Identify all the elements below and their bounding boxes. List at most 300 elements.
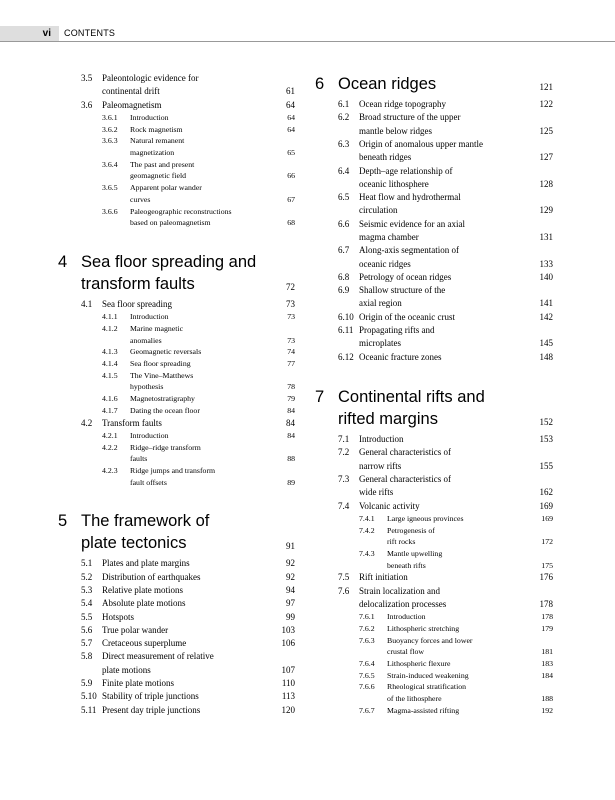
toc-entry-number: 5 (58, 512, 68, 531)
toc-entry-title-line: axial region (359, 298, 402, 309)
header-divider (0, 41, 615, 42)
toc-entry-page-number: 65 (287, 147, 295, 157)
toc-entry-title (387, 681, 466, 704)
toc-entry-number: 6.3 (338, 138, 350, 149)
toc-entry-title-line: Rock magnetism (130, 124, 183, 134)
toc-entry-page-number: 129 (539, 205, 553, 216)
toc-entry-page-number: 188 (541, 694, 553, 704)
toc-entry-title-line: Magnetostratigraphy (130, 394, 195, 404)
toc-entry-number: 3.5 (81, 73, 93, 83)
toc-entry-number: 4.1.1 (102, 312, 118, 322)
toc-entry-number: 5.9 (81, 678, 93, 688)
toc-entry-page-number: 84 (287, 430, 295, 440)
toc-entry-title (130, 442, 201, 465)
toc-entry-number: 4.1.4 (102, 359, 118, 368)
toc-entry-number: 6.10 (338, 311, 354, 322)
toc-entry-page-number: 67 (287, 194, 295, 204)
toc-entry-title (102, 597, 186, 610)
toc-entry-number: 7.3 (338, 473, 350, 484)
toc-subsection-entry (315, 623, 553, 635)
toc-entry-number: 5.1 (81, 558, 93, 569)
toc-entry-page-number: 128 (539, 178, 553, 189)
toc-entry-title-line: magma chamber (359, 231, 419, 242)
toc-entry-page-number: 153 (539, 434, 553, 444)
toc-entry-title (102, 637, 186, 650)
toc-entry-page-number: 106 (281, 638, 295, 649)
toc-subsection-entry (315, 670, 553, 682)
toc-entry-page-number: 176 (539, 572, 553, 583)
toc-entry-title-line: faults (130, 454, 148, 464)
toc-subsection-entry (315, 681, 553, 704)
toc-subsection-entry (315, 658, 553, 670)
toc-entry-title-line: plate tectonics (81, 534, 187, 553)
toc-section-entry (58, 690, 295, 703)
toc-entry-number: 7.6.4 (359, 659, 375, 668)
toc-entry-title-line: Heat flow and hydrothermal (359, 192, 461, 203)
toc-entry-title (130, 135, 184, 158)
toc-entry-title (359, 138, 483, 165)
toc-entry-title-line: Rheological stratification (387, 682, 467, 692)
toc-entry-title (359, 165, 452, 192)
toc-entry-number: 5.10 (81, 691, 97, 702)
toc-entry-title (359, 284, 445, 311)
toc-entry-title-line: transform faults (81, 274, 195, 293)
toc-entry-title-line: Magma-assisted rifting (387, 705, 460, 715)
toc-entry-title-line: Lithospheric stretching (387, 623, 460, 633)
toc-entry-title-line: Introduction (387, 612, 426, 622)
toc-entry-page-number: 88 (287, 454, 295, 464)
toc-entry-title-line: Seismic evidence for an axial (359, 218, 465, 229)
toc-entry-title (102, 99, 162, 112)
toc-entry-page-number: 131 (539, 231, 553, 242)
toc-entry-title (359, 244, 459, 271)
toc-entry-title (130, 346, 201, 358)
toc-entry-number: 4.1 (81, 298, 93, 309)
toc-entry-title (359, 218, 465, 245)
toc-entry-page-number: 64 (287, 112, 295, 122)
toc-entry-page-number: 73 (287, 335, 295, 345)
toc-entry-title (359, 111, 460, 138)
toc-entry-title-line: Origin of the oceanic crust (359, 311, 455, 322)
toc-entry-number: 4.2 (81, 417, 93, 428)
toc-chapter-entry (315, 386, 553, 430)
toc-entry-page-number: 92 (286, 558, 295, 569)
toc-subsection-entry (58, 112, 295, 124)
toc-entry-title (102, 677, 174, 690)
toc-entry-number: 5.8 (81, 651, 93, 662)
toc-subsection-entry (315, 525, 553, 548)
toc-entry-page-number: 74 (287, 347, 295, 357)
toc-section-entry (315, 98, 553, 111)
toc-entry-title (130, 393, 195, 405)
toc-entry-title-line: magnetization (130, 148, 175, 157)
toc-entry-page-number: 120 (281, 704, 295, 715)
toc-entry-title (130, 159, 194, 182)
toc-entry-title (130, 358, 191, 370)
toc-entry-title (359, 585, 446, 612)
toc-entry-page-number: 91 (286, 541, 295, 552)
toc-entry-number: 3.6.1 (102, 112, 118, 122)
toc-entry-number: 4.1.7 (102, 405, 118, 415)
toc-entry-page-number: 162 (539, 487, 553, 498)
toc-entry-title-line: Volcanic activity (359, 500, 420, 511)
toc-entry-title-line: Stability of triple junctions (102, 691, 199, 702)
toc-entry-title (387, 635, 473, 658)
toc-entry-title (130, 405, 200, 417)
toc-entry-page-number: 94 (286, 584, 295, 595)
toc-section-entry (58, 637, 295, 650)
toc-section-entry (315, 271, 553, 284)
toc-entry-title (102, 557, 190, 570)
toc-section-entry (315, 324, 553, 351)
toc-section-entry (315, 351, 553, 364)
toc-entry-title-line: Paleogeographic reconstructions (130, 206, 232, 216)
toc-entry-page-number: 79 (287, 394, 295, 404)
toc-entry-title (359, 433, 404, 446)
toc-entry-number: 4.1.3 (102, 347, 118, 357)
toc-entry-title (102, 624, 168, 637)
toc-entry-title-line: Ridge jumps and transform (130, 465, 216, 475)
toc-section-entry (315, 446, 553, 473)
toc-entry-title (359, 351, 441, 364)
toc-entry-title-line: Marine magnetic (130, 323, 184, 333)
toc-entry-title (387, 623, 459, 635)
toc-subsection-entry (58, 442, 295, 465)
toc-entry-title (102, 584, 183, 597)
toc-entry-page-number: 113 (281, 691, 295, 702)
header-running-title: CONTENTS (64, 28, 116, 38)
toc-entry-number: 3.6.5 (102, 183, 118, 193)
toc-entry-title-line: Apparent polar wander (130, 183, 202, 193)
toc-entry-title-line: Relative plate motions (102, 584, 183, 595)
toc-entry-number: 7.6.3 (359, 635, 375, 645)
toc-entry-number: 4 (58, 252, 68, 271)
toc-entry-title-line: Introduction (359, 434, 404, 444)
toc-entry-number: 3.6.3 (102, 136, 118, 146)
toc-subsection-entry (58, 430, 295, 442)
toc-entry-number: 6.4 (338, 165, 350, 176)
toc-entry-page-number: 73 (286, 298, 295, 309)
toc-entry-page-number: 103 (281, 624, 295, 635)
toc-subsection-entry (58, 182, 295, 205)
toc-entry-page-number: 179 (541, 623, 553, 633)
toc-entry-page-number: 77 (287, 359, 295, 368)
toc-section-entry (58, 677, 295, 690)
toc-entry-title-line: General characteristics of (359, 473, 451, 484)
toc-entry-number: 7.4.3 (359, 548, 375, 558)
toc-entry-title-line: Large igneous provinces (387, 513, 464, 523)
toc-entry-page-number: 192 (541, 705, 553, 715)
toc-entry-title-line: Ocean ridges (338, 75, 437, 93)
toc-entry-title (338, 73, 436, 95)
toc-section-entry (315, 165, 553, 192)
toc-entry-title-line: circulation (359, 205, 398, 216)
toc-chapter-entry (58, 251, 295, 295)
toc-entry-title (359, 191, 461, 218)
toc-subsection-entry (58, 311, 295, 323)
toc-subsection-entry (58, 124, 295, 136)
toc-entry-title-line: Along-axis segmentation of (359, 245, 459, 256)
toc-entry-title (359, 571, 408, 584)
toc-section-entry (315, 473, 553, 500)
toc-entry-title-line: anomalies (130, 335, 162, 345)
toc-entry-title (102, 650, 214, 677)
toc-entry-title (102, 704, 200, 717)
toc-entry-title-line: Cretaceous superplume (102, 638, 187, 649)
toc-entry-title (130, 311, 169, 323)
toc-entry-page-number: 175 (541, 560, 553, 570)
toc-section-entry (315, 585, 553, 612)
toc-entry-title-line: Petrology of ocean ridges (359, 271, 452, 282)
toc-section-entry (58, 571, 295, 584)
toc-entry-title-line: The framework of (81, 512, 210, 531)
toc-entry-title-line: The past and present (130, 159, 195, 169)
toc-entry-title (359, 311, 455, 324)
toc-entry-title-line: True polar wander (102, 624, 169, 635)
toc-entry-title (130, 430, 169, 442)
toc-entry-title (81, 510, 209, 554)
toc-entry-title-line: Plates and plate margins (102, 558, 190, 569)
toc-section-entry (58, 611, 295, 624)
toc-entry-title (359, 446, 451, 473)
toc-section-entry (315, 218, 553, 245)
toc-entry-number: 3.6.6 (102, 206, 118, 216)
toc-entry-page-number: 97 (286, 598, 295, 609)
toc-entry-title-line: Finite plate motions (102, 678, 174, 688)
toc-subsection-entry (58, 405, 295, 417)
toc-entry-number: 7.6.6 (359, 682, 375, 692)
toc-entry-number: 7.6.2 (359, 623, 375, 633)
toc-entry-number: 5.2 (81, 571, 93, 582)
toc-entry-title-line: plate motions (102, 664, 151, 675)
toc-subsection-entry (58, 323, 295, 346)
toc-entry-title (387, 611, 426, 623)
toc-entry-title-line: Buoyancy forces and lower (387, 635, 473, 645)
toc-entry-title (387, 658, 450, 670)
header-page-number: vi (0, 26, 59, 41)
toc-entry-title-line: rift rocks (387, 537, 416, 547)
toc-entry-number: 3.6.4 (102, 159, 118, 169)
toc-entry-page-number: 92 (286, 571, 295, 582)
toc-entry-title (387, 705, 459, 717)
toc-entry-number: 6 (315, 75, 325, 93)
toc-entry-number: 4.2.1 (102, 430, 118, 440)
toc-entry-page-number: 61 (286, 86, 295, 97)
toc-entry-page-number: 181 (541, 647, 553, 657)
toc-entry-title-line: microplates (359, 338, 401, 349)
toc-entry-title-line: Direct measurement of relative (102, 651, 214, 662)
toc-entry-title-line: Petrogenesis of (387, 525, 435, 535)
toc-entry-number: 7.5 (338, 572, 350, 583)
toc-entry-page-number: 110 (281, 678, 295, 688)
toc-entry-number: 6.8 (338, 271, 350, 282)
toc-entry-title-line: Distribution of earthquakes (102, 571, 201, 582)
toc-entry-title (359, 473, 451, 500)
toc-chapter-entry (58, 510, 295, 554)
toc-entry-title-line: Strain-induced weakening (387, 670, 469, 680)
toc-entry-title-line: Sea floor spreading (102, 298, 172, 309)
toc-chapter-entry (315, 73, 553, 95)
toc-section-entry (315, 500, 553, 513)
toc-entry-number: 7 (315, 388, 325, 406)
toc-entry-title-line: Broad structure of the upper (359, 112, 461, 123)
toc-entry-title (102, 690, 199, 703)
toc-entry-title-line: Paleomagnetism (102, 99, 162, 110)
toc-entry-title-line: Transform faults (102, 417, 162, 428)
toc-entry-title (387, 525, 435, 548)
toc-entry-number: 6.12 (338, 351, 354, 362)
toc-entry-title-line: Introduction (130, 312, 169, 322)
toc-entry-number: 6.5 (338, 192, 350, 203)
toc-entry-number: 5.4 (81, 598, 93, 609)
toc-entry-title-line: The Vine–Matthews (130, 370, 194, 380)
toc-entry-number: 4.2.2 (102, 442, 118, 452)
toc-entry-number: 7.6 (338, 585, 350, 596)
toc-entry-page-number: 148 (539, 351, 553, 362)
toc-entry-page-number: 89 (287, 477, 295, 487)
toc-entry-title-line: Introduction (130, 430, 169, 440)
toc-entry-title (102, 611, 134, 624)
toc-entry-page-number: 125 (539, 125, 553, 136)
toc-entry-title-line: Lithospheric flexure (387, 659, 451, 668)
toc-entry-title (102, 417, 162, 430)
toc-entry-title-line: geomagnetic field (130, 171, 187, 181)
toc-entry-page-number: 107 (281, 664, 295, 675)
toc-entry-title-line: delocalization processes (359, 598, 447, 609)
toc-section-entry (58, 298, 295, 311)
toc-entry-title-line: Origin of anomalous upper mantle (359, 138, 483, 149)
toc-entry-title-line: Geomagnetic reversals (130, 347, 202, 357)
toc-entry-title (130, 206, 232, 229)
toc-entry-title (130, 124, 183, 136)
toc-entry-title-line: oceanic ridges (359, 258, 411, 269)
toc-subsection-entry (58, 465, 295, 488)
toc-entry-page-number: 140 (539, 271, 553, 282)
toc-subsection-entry (58, 159, 295, 182)
toc-entry-page-number: 73 (287, 312, 295, 322)
toc-entry-number: 4.1.2 (102, 323, 118, 333)
toc-entry-page-number: 99 (286, 611, 295, 622)
toc-entry-title-line: Propagating rifts and (359, 325, 435, 336)
toc-entry-number: 7.4 (338, 500, 350, 511)
toc-entry-title (387, 513, 464, 525)
toc-entry-page-number: 152 (539, 417, 553, 427)
toc-entry-page-number: 133 (539, 258, 553, 269)
toc-entry-page-number: 172 (541, 537, 553, 547)
toc-entry-number: 5.6 (81, 624, 93, 635)
toc-entry-number: 4.2.3 (102, 465, 118, 475)
toc-section-entry (315, 111, 553, 138)
toc-entry-number: 7.1 (338, 434, 350, 444)
toc-entry-title-line: Mantle upwelling (387, 548, 443, 558)
toc-section-entry (58, 417, 295, 430)
toc-entry-page-number: 178 (541, 612, 553, 622)
toc-subsection-entry (58, 135, 295, 158)
toc-entry-title (338, 386, 485, 430)
toc-entry-page-number: 142 (539, 311, 553, 322)
toc-entry-page-number: 68 (287, 218, 295, 228)
toc-entry-title-line: crustal flow (387, 647, 425, 657)
toc-entry-page-number: 155 (539, 460, 553, 471)
toc-entry-title-line: beneath rifts (387, 560, 426, 570)
toc-subsection-entry (315, 611, 553, 623)
toc-entry-page-number: 66 (287, 171, 295, 181)
toc-entry-page-number: 141 (539, 298, 553, 309)
toc-entry-title-line: mantle below ridges (359, 125, 432, 136)
toc-entry-title (359, 500, 420, 513)
toc-section-entry (58, 72, 295, 99)
toc-entry-number: 7.6.7 (359, 705, 375, 715)
toc-entry-page-number: 122 (539, 99, 553, 109)
toc-entry-title-line: Oceanic fracture zones (359, 351, 442, 362)
toc-entry-number: 7.4.2 (359, 525, 375, 535)
toc-entry-title-line: Continental rifts and (338, 388, 485, 406)
toc-entry-title-line: Hotspots (102, 611, 135, 622)
toc-entry-number: 5.3 (81, 584, 93, 595)
toc-entry-page-number: 72 (286, 281, 295, 292)
toc-entry-number: 5.7 (81, 638, 93, 649)
toc-entry-number: 5.11 (81, 704, 97, 715)
toc-entry-page-number: 169 (541, 513, 553, 523)
toc-entry-page-number: 145 (539, 338, 553, 349)
toc-entry-page-number: 64 (286, 99, 295, 110)
toc-section-entry (315, 311, 553, 324)
toc-entry-title-line: Shallow structure of the (359, 285, 446, 296)
toc-entry-page-number: 84 (287, 405, 295, 415)
toc-entry-title (359, 98, 446, 111)
toc-entry-page-number: 169 (539, 500, 553, 511)
toc-section-entry (315, 138, 553, 165)
toc-entry-title (102, 298, 172, 311)
toc-entry-title-line: oceanic lithosphere (359, 178, 429, 189)
toc-entry-title-line: Dating the ocean floor (130, 405, 200, 415)
toc-entry-number: 5.5 (81, 611, 93, 622)
toc-entry-page-number: 184 (541, 670, 553, 680)
toc-entry-page-number: 183 (541, 659, 553, 668)
toc-entry-title-line: Natural remanent (130, 136, 185, 146)
toc-entry-title-line: of the lithosphere (387, 694, 442, 704)
toc-section-entry (58, 99, 295, 112)
toc-entry-number: 6.1 (338, 99, 350, 109)
toc-entry-number: 6.6 (338, 218, 350, 229)
toc-entry-title-line: Absolute plate motions (102, 598, 186, 609)
toc-entry-title-line: Paleontologic evidence for (102, 73, 199, 83)
toc-entry-title-line: General characteristics of (359, 447, 451, 458)
toc-entry-title-line: hypothesis (130, 382, 164, 392)
toc-entry-number: 7.6.5 (359, 670, 375, 680)
toc-entry-title-line: wide rifts (359, 487, 394, 498)
toc-entry-title-line: based on paleomagnetism (130, 218, 211, 228)
toc-entry-title-line: Sea floor spreading and (81, 252, 257, 271)
toc-entry-title (130, 323, 183, 346)
toc-entry-title-line: continental drift (102, 86, 160, 97)
toc-section-entry (315, 191, 553, 218)
toc-entry-title (387, 670, 469, 682)
toc-entry-number: 6.11 (338, 325, 354, 336)
toc-entry-number: 7.6.1 (359, 612, 375, 622)
toc-section-entry (58, 597, 295, 610)
toc-entry-number: 3.6 (81, 99, 93, 110)
toc-section-entry (315, 433, 553, 446)
toc-section-entry (58, 650, 295, 677)
toc-subsection-entry (315, 635, 553, 658)
toc-entry-title (102, 571, 200, 584)
toc-subsection-entry (58, 393, 295, 405)
toc-entry-title (130, 112, 169, 124)
toc-subsection-entry (315, 548, 553, 571)
toc-entry-page-number: 78 (287, 382, 295, 392)
toc-entry-title-line: Ridge–ridge transform (130, 442, 201, 452)
